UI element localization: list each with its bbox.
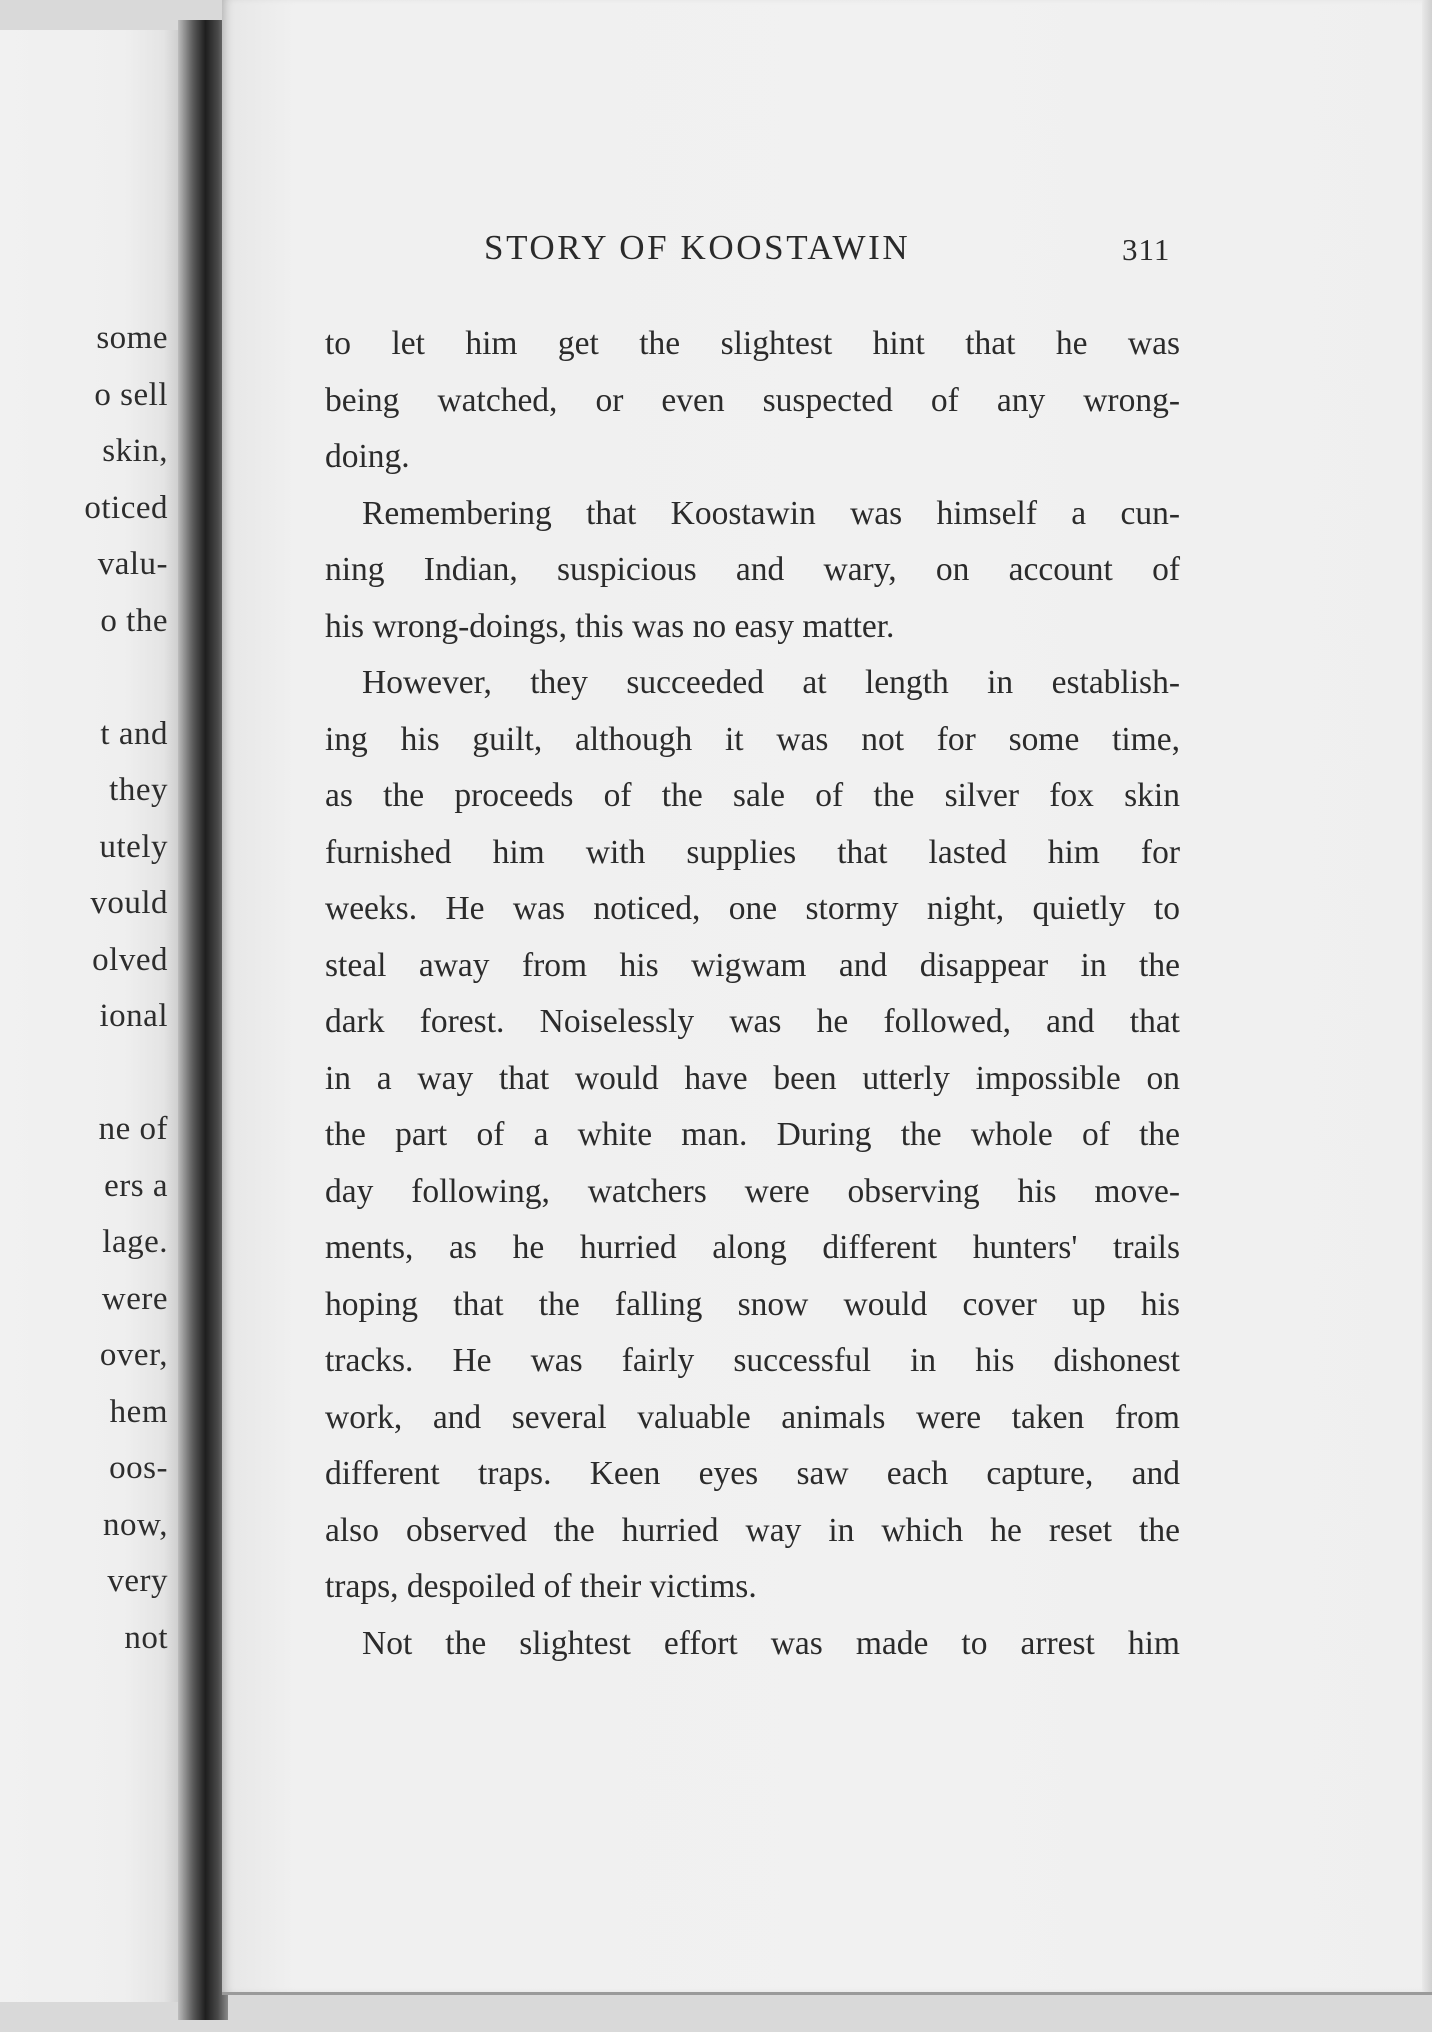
text-line: hoping that the falling snow would cover up his <box>325 1285 1180 1323</box>
left-page-line: now, <box>103 1507 168 1543</box>
text-line: ments, as he hurried along different hunters' trails <box>325 1229 1180 1266</box>
text-line: steal away from his wigwam and disappear in the <box>325 946 1180 984</box>
left-page-line: oticed <box>84 490 168 526</box>
paragraph-first-line: However, they succeeded at length in establish- <box>362 664 1180 701</box>
text-line: traps, despoiled of their victims. <box>325 1568 757 1605</box>
running-head-title: STORY OF KOOSTAWIN <box>484 228 911 267</box>
previous-page-fragment <box>0 30 178 2002</box>
left-page-line: were <box>101 1281 168 1317</box>
page-edge <box>1422 0 1432 1992</box>
text-line: work, and several valuable animals were taken from <box>325 1398 1180 1436</box>
left-page-line: very <box>107 1563 168 1599</box>
left-page-line: they <box>109 772 168 808</box>
left-page-line: o the <box>100 603 168 639</box>
text-line: to let him get the slightest hint that he was <box>325 325 1180 362</box>
text-line: dark forest. Noiselessly was he followed, and that <box>325 1003 1180 1040</box>
text-line: ning Indian, suspicious and wary, on account of <box>325 551 1180 588</box>
text-line: as the proceeds of the sale of the silver fox skin <box>325 777 1180 814</box>
text-line: different traps. Keen eyes saw each capture, and <box>325 1455 1180 1492</box>
running-head <box>0 228 1432 278</box>
paragraph-first-line: Remembering that Koostawin was himself a cun- <box>362 494 1180 532</box>
left-page-line: t and <box>100 716 168 752</box>
page-number: 311 <box>1122 232 1171 267</box>
text-line: day following, watchers were observing his move- <box>325 1172 1180 1210</box>
left-page-line: ers a <box>104 1168 168 1204</box>
left-page-line: lage. <box>102 1224 168 1260</box>
left-page-line: not <box>124 1620 168 1656</box>
left-page-line: some <box>96 320 168 356</box>
text-line: his wrong-doings, this was no easy matter. <box>325 607 895 645</box>
text-line: the part of a white man. During the whole of the <box>325 1116 1180 1153</box>
text-line: also observed the hurried way in which he reset the <box>325 1511 1180 1549</box>
body-text <box>325 316 1180 1672</box>
text-line: weeks. He was noticed, one stormy night, quietly to <box>325 890 1180 927</box>
book-gutter <box>178 20 228 2020</box>
text-line: in a way that would have been utterly impossible on <box>325 1059 1180 1097</box>
text-line: doing. <box>325 438 410 475</box>
text-line: tracks. He was fairly successful in his dishonest <box>325 1342 1180 1379</box>
left-page-line: o sell <box>94 377 168 413</box>
left-page-line: ional <box>99 998 168 1034</box>
left-page-line: vould <box>90 885 168 921</box>
left-page-line: hem <box>109 1394 168 1430</box>
text-line: being watched, or even suspected of any wrong- <box>325 381 1180 419</box>
text-line: ing his guilt, although it was not for some time, <box>325 720 1180 758</box>
left-page-line: utely <box>99 829 168 865</box>
left-page-line: valu- <box>97 546 168 582</box>
left-page-line: oos- <box>109 1450 168 1486</box>
paragraph-first-line: Not the slightest effort was made to arrest him <box>362 1624 1180 1662</box>
left-page-line: ne of <box>98 1111 168 1147</box>
left-page-line: skin, <box>102 433 168 469</box>
left-page-line: olved <box>92 942 168 978</box>
left-page-line: over, <box>99 1337 168 1373</box>
text-line: furnished him with supplies that lasted him for <box>325 833 1180 871</box>
